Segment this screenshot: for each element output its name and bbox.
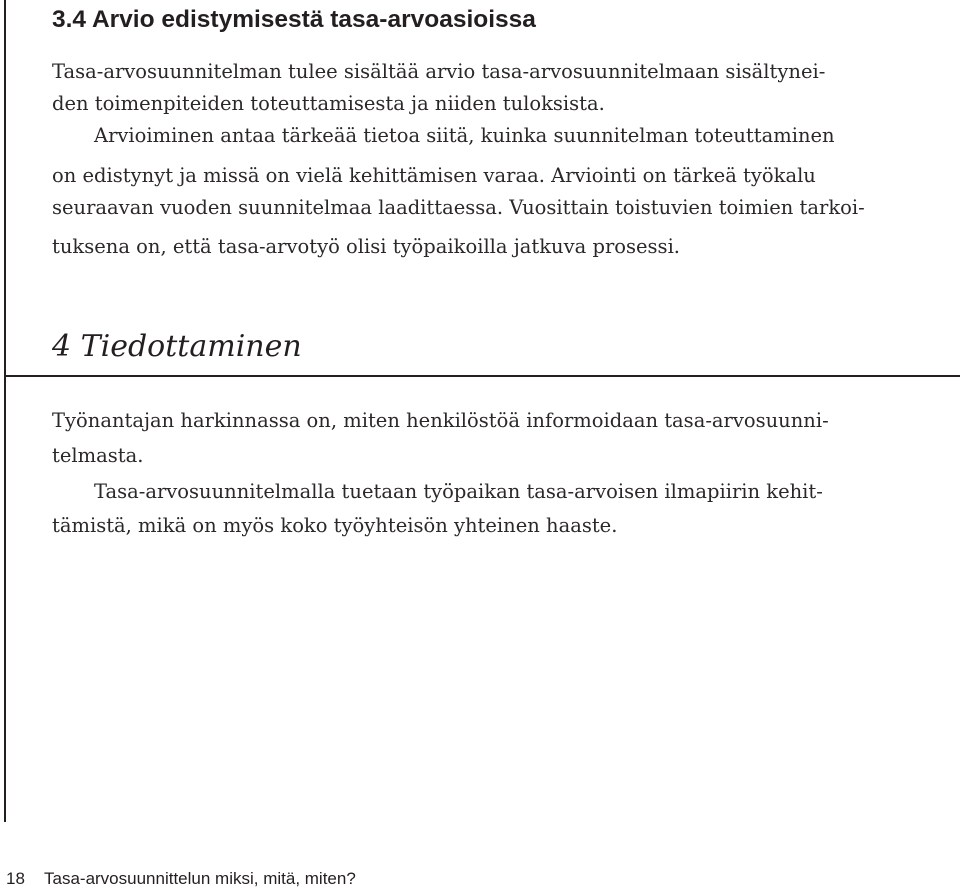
page-number: 18 — [6, 869, 25, 888]
section-divider-rule — [4, 375, 960, 377]
section-3-4-paragraph-2-line-4: tuksena on, että tasa-arvotyö olisi työpaikoilla jatkuva prosessi. — [52, 235, 680, 258]
section-3-4-paragraph-1-line-1: Tasa-arvosuunnitelman tulee sisältää arvio tasa-arvosuunnitelmaan sisältynei- — [52, 60, 826, 83]
page-footer — [6, 868, 356, 890]
left-margin-rule — [4, 0, 6, 822]
running-title: Tasa-arvosuunnittelun miksi, mitä, miten? — [44, 869, 356, 888]
section-3-4-paragraph-2-line-2: on edistynyt ja missä on vielä kehittämisen varaa. Arviointi on tärkeä työkalu — [52, 164, 816, 187]
section-3-4-paragraph-2-line-3: seuraavan vuoden suunnitelmaa laadittaessa. Vuosittain toistuvien toimien tarkoi- — [52, 196, 865, 219]
section-4-heading: 4 Tiedottaminen — [52, 329, 302, 364]
section-3-4-paragraph-2-line-1: Arvioiminen antaa tärkeää tietoa siitä, kuinka suunnitelman toteuttaminen — [94, 124, 835, 147]
section-4-paragraph-2-line-2: tämistä, mikä on myös koko työyhteisön yhteinen haaste. — [52, 514, 618, 537]
section-4-paragraph-1-line-2: telmasta. — [52, 444, 144, 467]
section-3-4-heading: 3.4 Arvio edistymisestä tasa-arvoasioissa — [52, 6, 536, 33]
section-4-paragraph-2-line-1: Tasa-arvosuunnitelmalla tuetaan työpaikan tasa-arvoisen ilmapiirin kehit- — [94, 480, 823, 503]
section-3-4-paragraph-1-line-2: den toimenpiteiden toteuttamisesta ja niiden tuloksista. — [52, 92, 605, 115]
section-4-paragraph-1-line-1: Työnantajan harkinnassa on, miten henkilöstöä informoidaan tasa-arvosuunni- — [52, 409, 829, 432]
